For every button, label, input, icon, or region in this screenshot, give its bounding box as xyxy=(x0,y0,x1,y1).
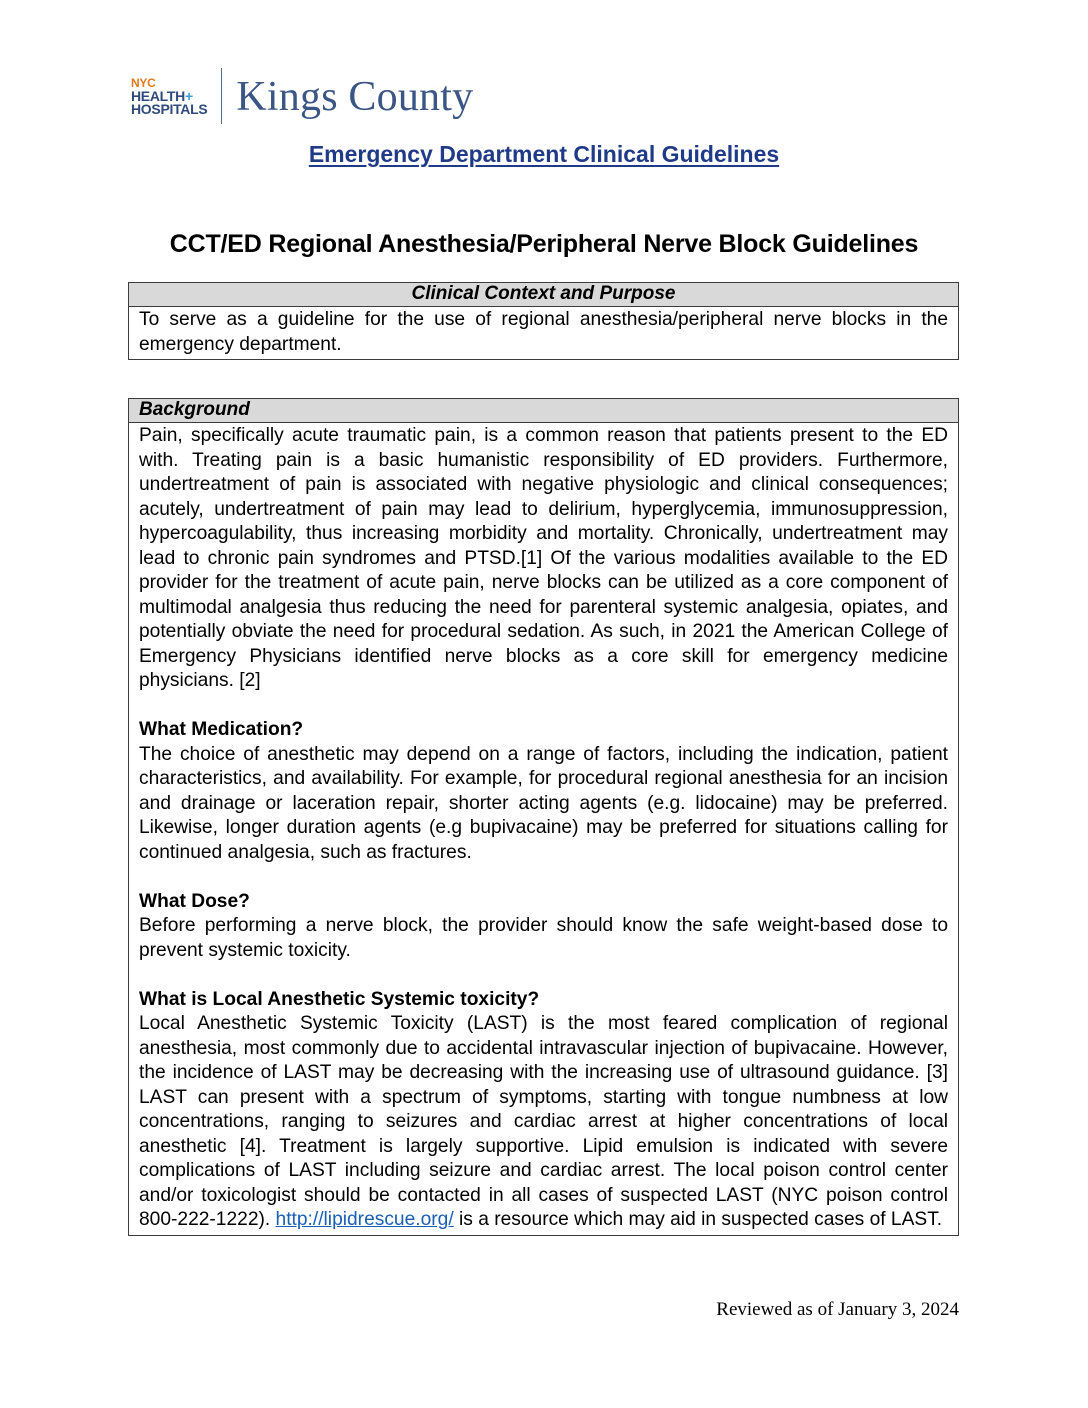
background-intro-paragraph: Pain, specifically acute traumatic pain, is a common reason that patients present to the ED with. Treating pain is a basic humanistic responsibility of ED providers. Furthermore, undertreatment of pain is associated with negative physiologic and clinical consequences; acutely, undertreatment of pain may lead to delirium, hyperglycemia, immunosuppression, hypercoagulability, thus increasing morbidity and mortality. Chronically, undertreatment may lead to chronic pain syndromes and PTSD.[1] Of the various modalities available to the ED provider for the treatment of acute pain, nerve blocks can be utilized as a core component of multimodal analgesia thus reducing the need for parenteral systemic analgesia, opiates, and potentially obviate the need for procedural sedation. As such, in 2021 the American College of Emergency Physicians identified nerve blocks as a core skill for emergency medicine physicians. [2] xyxy=(139,425,948,691)
logo-site-name: Kings County xyxy=(236,74,474,120)
logo-hospitals-text: HOSPITALS xyxy=(131,100,208,117)
logo-nyc-text: NYC xyxy=(131,75,156,90)
document-heading: Emergency Department Clinical Guidelines xyxy=(308,141,780,167)
document-title: CCT/ED Regional Anesthesia/Peripheral Nerve Block Guidelines xyxy=(169,230,919,258)
nyc-health-hospitals-mark xyxy=(131,77,207,116)
clinical-context-header: Clinical Context and Purpose xyxy=(129,283,958,307)
background-body xyxy=(129,423,958,1235)
logo-plus-icon: + xyxy=(184,87,193,104)
last-text-after-link: is a resource which may aid in suspected cases of LAST. xyxy=(453,1209,943,1230)
background-header: Background xyxy=(129,399,958,423)
background-box xyxy=(128,398,959,1236)
clinical-context-box xyxy=(128,282,959,360)
clinical-context-text: To serve as a guideline for the use of regional anesthesia/peripheral nerve blocks in the emergency department. xyxy=(139,309,948,355)
dose-heading: What Dose? xyxy=(139,890,250,912)
logo-health-text: HEALTH xyxy=(131,87,185,104)
lipidrescue-link[interactable]: http://lipidrescue.org/ xyxy=(275,1209,454,1230)
medication-paragraph: The choice of anesthetic may depend on a range of factors, including the indication, patient characteristics, and availability. For example, for procedural regional anesthesia for an incision and drainage or laceration repair, shorter acting agents (e.g. lidocaine) may be preferred. Likewise, longer duration agents (e.g bupivacaine) may be preferred for situations calling for continued analgesia, such as fractures. xyxy=(139,743,948,863)
logo-divider xyxy=(221,68,222,124)
clinical-context-body xyxy=(129,307,958,359)
last-text-before-link: Local Anesthetic Systemic Toxicity (LAST) is the most feared complication of regional anesthesia, most commonly due to accidental intravascular injection of bupivacaine. However, the incidence of LAST may be decreasing with the increasing use of ultrasound guidance. [3] LAST can present with a spectrum of symptoms, starting with tongue numbness at low concentrations, ranging to seizures and cardiac arrest at higher concentrations of local anesthetic [4]. Treatment is largely supportive. Lipid emulsion is indicated with severe complications of LAST including seizure and cardiac arrest. The local poison control center and/or toxicologist should be contacted in all cases of suspected LAST (NYC poison control 800-222-1222). xyxy=(139,1013,948,1230)
review-date-footer: Reviewed as of January 3, 2024 xyxy=(716,1299,959,1320)
last-heading: What is Local Anesthetic Systemic toxicity? xyxy=(139,988,540,1010)
dose-paragraph: Before performing a nerve block, the provider should know the safe weight-based dose to prevent systemic toxicity. xyxy=(139,915,948,961)
hospital-logo xyxy=(131,66,473,126)
medication-heading: What Medication? xyxy=(139,719,304,740)
last-paragraph xyxy=(139,1012,948,1233)
